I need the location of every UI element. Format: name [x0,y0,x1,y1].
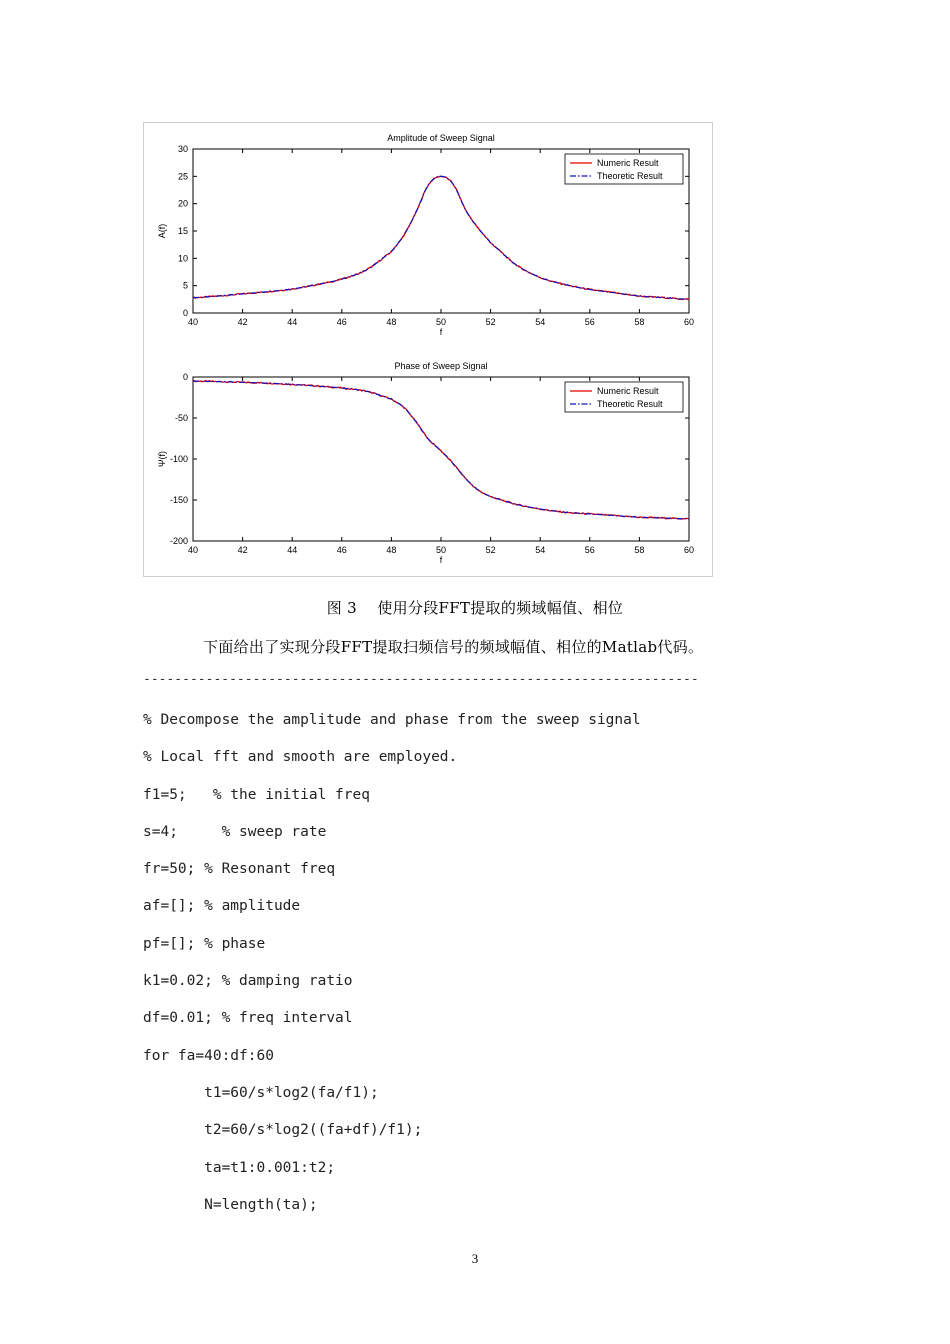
x-axis-label: f [439,327,443,337]
y-tick-label: -50 [174,413,188,423]
code-line: df=0.01; % freq interval [143,1010,353,1027]
figure-3 [143,122,713,577]
figure-plots [144,123,714,578]
figure-caption: 图 3 使用分段FFT提取的频域幅值、相位 [326,599,624,617]
legend-label: Theoretic Result [597,171,663,181]
legend-label: Numeric Result [597,386,659,396]
y-tick-label: -100 [169,454,188,464]
y-axis-label: Ψ(f) [157,450,167,468]
x-tick-label: 42 [237,545,248,555]
code-line: % Decompose the amplitude and phase from the sweep signal [143,712,641,728]
code-line: s=4; % sweep rate [143,823,327,840]
x-tick-label: 56 [584,317,595,327]
x-tick-label: 48 [386,317,397,327]
chart-2 [157,361,694,565]
x-tick-label: 52 [485,317,496,327]
code-line: fr=50; % Resonant freq [143,861,336,878]
code-line: ta=t1:0.001:t2; [143,1159,336,1176]
x-tick-label: 48 [386,545,397,555]
x-tick-label: 40 [187,545,199,555]
x-tick-label: 44 [287,545,298,555]
y-tick-label: 20 [177,198,188,209]
numeric-result-line [193,176,689,300]
y-axis-label: A(f) [157,223,167,239]
code-line: for fa=40:df:60 [143,1047,274,1064]
chart-1 [157,133,694,337]
x-tick-label: 58 [634,317,645,327]
y-tick-label: 0 [182,308,188,318]
x-tick-label: 60 [683,545,695,555]
code-line: N=length(ta); [143,1196,318,1213]
x-tick-label: 50 [435,545,447,555]
x-tick-label: 44 [287,317,298,327]
y-tick-label: 5 [182,280,188,291]
x-tick-label: 58 [634,545,645,555]
y-tick-label: 30 [177,144,188,154]
x-tick-label: 52 [485,545,496,555]
code-line: t1=60/s*log2(fa/f1); [143,1084,379,1101]
y-tick-label: 25 [177,171,188,182]
code-line: % Local fft and smooth are employed. [143,749,458,766]
x-tick-label: 54 [535,545,546,555]
code-line: f1=5; % the initial freq [143,786,370,803]
separator-line: ----------------------------------------------------------------------- [143,672,699,687]
theoretic-result-line [193,176,689,299]
x-axis-label: f [439,555,443,565]
y-tick-label: -150 [169,495,188,505]
x-tick-label: 46 [336,317,347,327]
code-line: pf=[]; % phase [143,935,266,952]
legend-label: Numeric Result [597,158,659,168]
code-line: t2=60/s*log2((fa+df)/f1); [143,1122,423,1139]
code-line: k1=0.02; % damping ratio [143,973,353,990]
x-tick-label: 50 [435,317,447,327]
legend-label: Theoretic Result [597,399,663,409]
x-tick-label: 42 [237,317,248,327]
code-line: af=[]; % amplitude [143,898,301,915]
x-tick-label: 46 [336,545,347,555]
chart-title: Phase of Sweep Signal [394,361,488,371]
y-tick-label: 10 [177,253,188,264]
x-tick-label: 40 [187,317,199,327]
intro-paragraph: 下面给出了实现分段FFT提取扫频信号的频域幅值、相位的Matlab代码。 [203,638,704,656]
x-tick-label: 60 [683,317,695,327]
y-tick-label: 15 [177,226,188,236]
x-tick-label: 54 [535,317,546,327]
x-tick-label: 56 [584,545,595,555]
page-number: 3 [471,1251,479,1266]
y-tick-label: -200 [169,536,188,546]
chart-title: Amplitude of Sweep Signal [387,133,495,143]
y-tick-label: 0 [182,372,188,382]
matlab-code-block [143,710,641,1232]
